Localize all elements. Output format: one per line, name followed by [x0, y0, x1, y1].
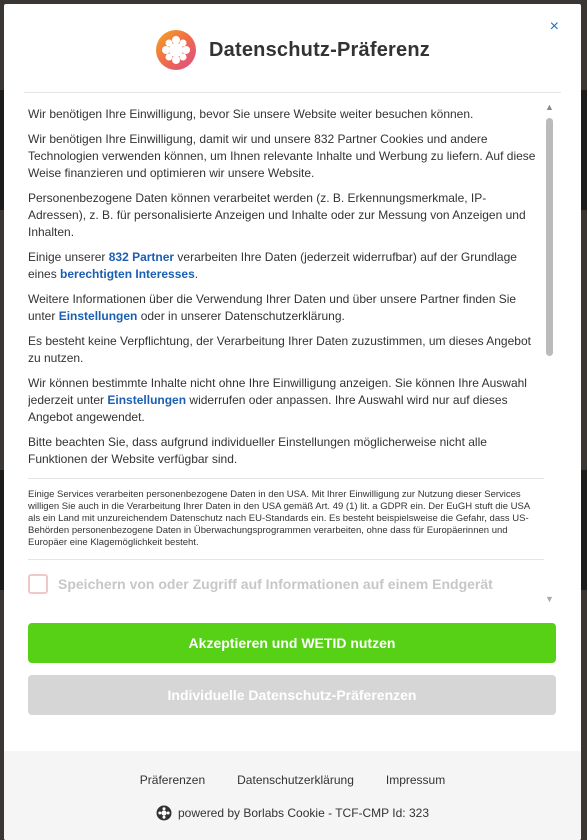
imprint-link[interactable]: Impressum: [385, 773, 446, 787]
personal-data-text: Personenbezogene Daten können verarbeitet werden (z. B. Erkennungsmerkmale, IP-Adressen), z. B. für personalisierte Anzeigen und Inhalte oder zur Messung von Anzeigen und Inhalten.: [28, 191, 526, 239]
header-divider: [24, 92, 561, 93]
powered-by-text: powered by Borlabs Cookie - TCF-CMP Id: 323: [178, 806, 429, 820]
borlabs-small-icon: [156, 805, 172, 821]
powered-by: [4, 805, 581, 821]
preferences-link[interactable]: Präferenzen: [139, 773, 206, 787]
functionality-text: Bitte beachten Sie, dass aufgrund individueller Einstellungen möglicherweise nicht alle Funktionen der Website verfügbar sind.: [28, 435, 487, 466]
intro-text: Wir benötigen Ihre Einwilligung, bevor Sie unsere Website weiter besuchen können.: [28, 107, 474, 121]
borlabs-logo-icon: [155, 29, 197, 71]
usa-notice: Einige Services verarbeiten personenbezogene Daten in den USA. Mit Ihrer Einwilligung zur Nutzung dieser Services willigen Sie auch in die Verarbeitung Ihrer Daten in den USA gemäß Art. 49 (1) lit. a GDPR ein. Der EuGH stuft die USA als ein Land mit unzureichendem Datenschutz nach EU-Standards ein. Es besteht beispielsweise die Gefahr, dass US-Behörden personenbezogene Daten in Überwachungsprogrammen verarbeiten, ohne dass für Europäerinnen und Europäer eine Klagemöglichkeit besteht.: [28, 478, 544, 560]
individual-preferences-button[interactable]: Individuelle Datenschutz-Präferenzen: [28, 675, 556, 715]
scrollbar[interactable]: [544, 102, 556, 604]
dialog-footer: [4, 751, 581, 840]
settings-link[interactable]: Einstellungen: [58, 309, 138, 323]
revoke-text: Wir können bestimmte Inhalte nicht ohne Ihre Einwilligung anzeigen. Sie können Ihre Auswahl jederzeit unter Einstellungen widerrufen oder anpassen. Ihre Auswahl wird nur auf dieses Angebot angewendet.: [28, 376, 527, 424]
consent-dialog: [4, 4, 581, 840]
purpose-label: Speichern von oder Zugriff auf Informationen auf einem Endgerät: [58, 576, 493, 592]
partner-link[interactable]: 832 Partner: [108, 250, 175, 264]
scroll-up-icon[interactable]: ▲: [545, 102, 554, 112]
purpose-row: [28, 574, 544, 594]
scrollbar-thumb[interactable]: [546, 118, 553, 356]
dialog-header: [4, 4, 581, 96]
settings-link-2[interactable]: Einstellungen: [107, 393, 187, 407]
close-icon[interactable]: ×: [549, 18, 559, 35]
dialog-title: Datenschutz-Präferenz: [209, 38, 430, 61]
scroll-down-icon[interactable]: ▼: [545, 594, 554, 604]
footer-links: [4, 773, 581, 787]
accept-button[interactable]: Akzeptieren und WETID nutzen: [28, 623, 556, 663]
partner-text: Wir benötigen Ihre Einwilligung, damit wir und unsere 832 Partner Cookies und andere Technologien verwenden können, um Ihnen relevante Inhalte und Werbung zu liefern. Auf diese Weise finanzieren und optimieren wir unsere Website.: [28, 132, 536, 180]
consent-text-scroll-area[interactable]: [28, 106, 544, 601]
more-info-text: Weitere Informationen über die Verwendung Ihrer Daten und über unsere Partner finden Sie unter Einstellungen oder in unserer Datenschutzerklärung.: [28, 292, 517, 323]
privacy-policy-link[interactable]: Datenschutzerklärung: [237, 773, 354, 787]
purpose-checkbox[interactable]: [28, 574, 48, 594]
legitimate-interest-text: Einige unserer 832 Partner verarbeiten Ihre Daten (jederzeit widerrufbar) auf der Grundlage eines berechtigten Interesses.: [28, 250, 517, 281]
no-obligation-text: Es besteht keine Verpflichtung, der Verarbeitung Ihrer Daten zuzustimmen, um dieses Angebot zu nutzen.: [28, 334, 531, 365]
legitimate-interest-link[interactable]: berechtigten Interesses: [60, 267, 195, 281]
